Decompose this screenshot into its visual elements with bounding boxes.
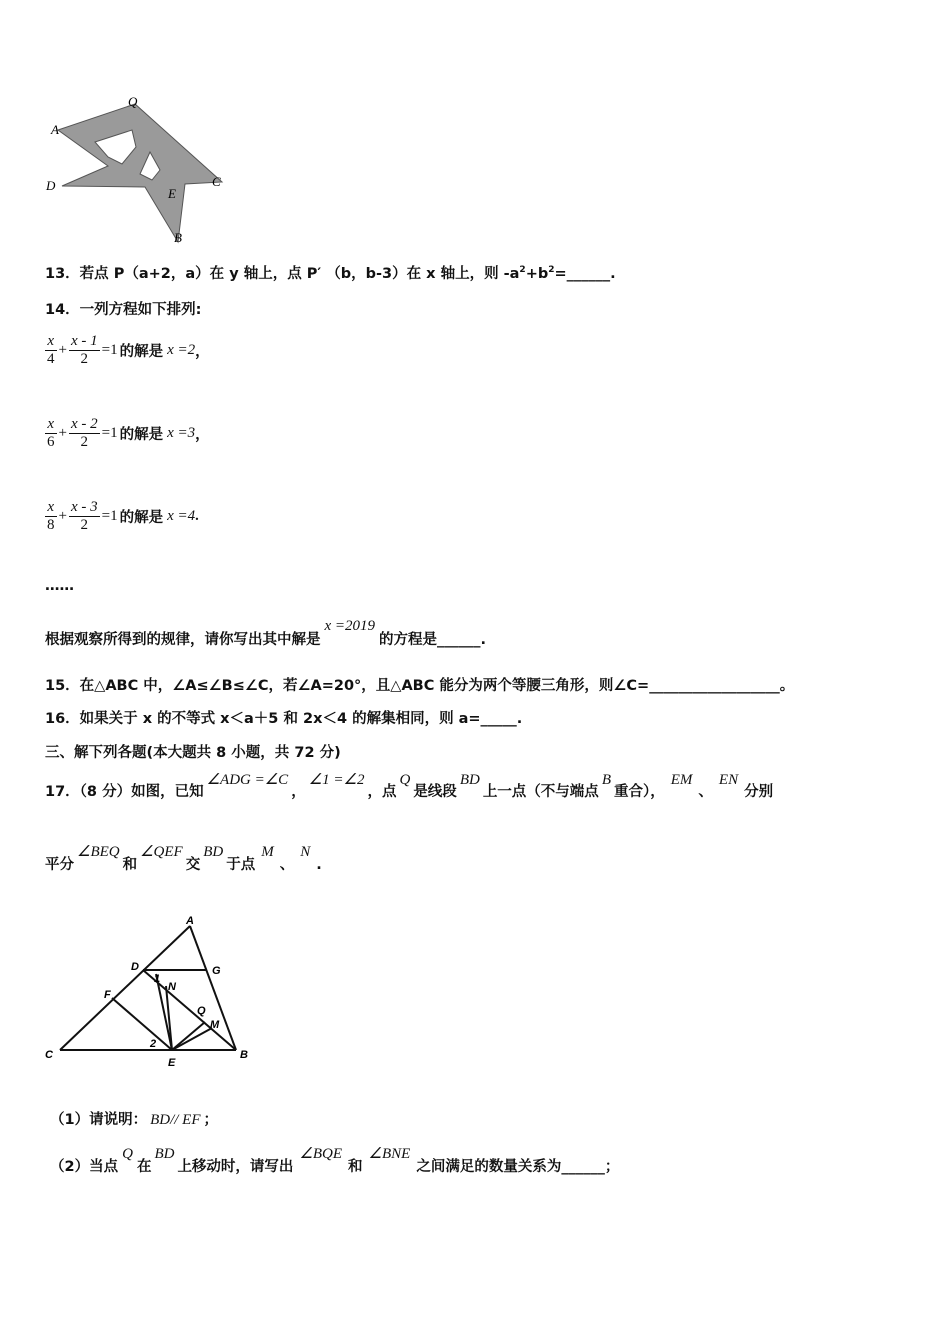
label-A: A — [51, 122, 59, 137]
eq1-sol: x =2 — [167, 342, 196, 358]
q17-l1-p8: 分别 — [744, 784, 774, 800]
q17-l2-p5: 、 — [279, 857, 295, 873]
label-B: B — [174, 230, 182, 245]
fig2-label-Q: Q — [197, 1005, 206, 1017]
equation-row-1 — [45, 333, 210, 368]
q17-s2-p1: （2）当点 — [50, 1159, 119, 1175]
question-17-line-1 — [45, 768, 774, 800]
eq1-den2: 2 — [80, 351, 89, 367]
segment-EM — [172, 1028, 212, 1050]
eq2-den1: 6 — [47, 434, 55, 450]
q17-l2-p1: 平分 — [45, 857, 74, 873]
q17-s1-p2: ； — [203, 1112, 218, 1128]
q13-exp-b: 2 — [548, 265, 555, 276]
q17-l1-m4: BD — [459, 772, 480, 788]
eq3-sol: x =4 — [167, 508, 196, 524]
segment-EQ — [172, 1022, 205, 1050]
question-17-part-1 — [50, 1108, 218, 1129]
eq1-num1: x — [45, 333, 57, 351]
ellipsis: …… — [45, 578, 74, 594]
q17-l1-m2: ∠1 =∠2 — [308, 772, 365, 788]
q17-s2-p5: 之间满足的数量关系为______； — [416, 1159, 620, 1175]
geometry-figure-1 — [40, 92, 240, 252]
eq2-text: 的解是 — [119, 427, 164, 443]
question-16: 16．如果关于 x 的不等式 x＜a＋5 和 2x＜4 的解集相同，则 a=_____. — [45, 711, 523, 727]
q17-l1-p1: 17．（8 分）如图，已知 — [45, 784, 204, 800]
q17-l1-p7: 、 — [698, 784, 713, 800]
q17-l1-m7: EN — [718, 772, 739, 788]
q13-mid: +b — [525, 266, 549, 282]
fig2-label-B: B — [240, 1049, 248, 1061]
eq2-end: ， — [195, 427, 210, 443]
q17-l1-p4: 是线段 — [413, 784, 457, 800]
eq2-plus: + — [58, 425, 67, 441]
fig2-label-M: M — [210, 1019, 220, 1031]
fig2-label-E: E — [168, 1057, 176, 1069]
fig2-label-G: G — [212, 965, 221, 977]
q17-l2-p6: . — [316, 857, 322, 873]
label-E: E — [168, 186, 176, 201]
q17-l1-m1: ∠ADG =∠C — [206, 772, 289, 788]
q17-l1-m5: B — [601, 772, 611, 788]
q17-l2-p4: 于点 — [226, 857, 256, 873]
label-D: D — [46, 178, 56, 193]
q17-s2-m1: Q — [122, 1146, 133, 1162]
q17-s1-m1: BD// EF — [150, 1112, 201, 1128]
fig2-label-F: F — [104, 989, 111, 1001]
q14-rule-suffix: 的方程是______. — [379, 632, 487, 648]
q17-l2-p2: 和 — [122, 857, 138, 873]
q17-l2-m5: N — [300, 844, 311, 860]
fig2-label-C: C — [45, 1049, 53, 1061]
q17-l2-m1: ∠BEQ — [77, 844, 120, 860]
fig2-label-N: N — [168, 981, 176, 993]
q17-l1-p6: 重合）， — [613, 784, 665, 800]
q17-s1-p1: （1）请说明： — [50, 1112, 148, 1128]
q17-l2-m2: ∠QEF — [140, 844, 183, 860]
q17-l1-p5: 上一点（不与端点 — [482, 784, 599, 800]
q14-rule-line — [45, 614, 487, 648]
question-17-part-2 — [50, 1142, 620, 1175]
equation-row-2 — [45, 416, 210, 451]
eq1-text: 的解是 — [119, 344, 164, 360]
eq3-end: . — [195, 508, 199, 524]
eq1-plus: + — [58, 342, 67, 358]
q17-l2-m4: M — [261, 844, 274, 860]
q17-l2-m3: BD — [203, 844, 224, 860]
question-14-intro: 14．一列方程如下排列: — [45, 302, 202, 318]
eq1-den1: 4 — [47, 351, 55, 367]
q17-s2-p2: 在 — [136, 1159, 152, 1175]
question-15: 15．在△ABC 中，∠A≤∠B≤∠C，若∠A=20°，且△ABC 能分为两个等腰三角形，则∠C=__________________。 — [45, 678, 795, 694]
eq2-num2: x - 2 — [70, 416, 98, 432]
section-3-heading: 三、解下列各题(本大题共 8 小题，共 72 分) — [45, 745, 341, 761]
fig2-label-D: D — [131, 961, 139, 973]
eq1-rhs: =1 — [101, 342, 118, 358]
eq3-rhs: =1 — [101, 508, 118, 524]
geometry-figure-2 — [40, 910, 260, 1075]
question-13 — [45, 262, 616, 283]
eq1-end: ， — [195, 344, 210, 360]
q17-s2-m2: BD — [154, 1146, 175, 1162]
q17-l1-p3: ，点 — [367, 784, 397, 800]
eq3-den1: 8 — [47, 517, 55, 533]
q13-exp-a: 2 — [519, 265, 526, 276]
q14-rule-math: x =2019 — [324, 618, 376, 634]
fig2-label-A: A — [186, 915, 194, 927]
label-C: C — [212, 174, 221, 189]
q13-prefix: 13．若点 P（a+2，a）在 y 轴上，点 P′ （b，b-3）在 x 轴上，则 -a — [45, 266, 520, 282]
eq2-rhs: =1 — [101, 425, 118, 441]
q17-l2-p3: 交 — [185, 857, 201, 873]
eq1-num2: x - 1 — [70, 333, 98, 349]
eq3-num2: x - 3 — [70, 499, 98, 515]
q17-l1-m6: EM — [670, 772, 693, 788]
eq3-den2: 2 — [80, 517, 89, 533]
fig2-label-one: 1 — [154, 973, 161, 985]
q17-l1-p2: ， — [291, 784, 306, 800]
q14-rule-prefix: 根据观察所得到的规律，请你写出其中解是 — [45, 632, 321, 648]
fig2-label-two: 2 — [150, 1038, 157, 1050]
eq2-num1: x — [45, 416, 57, 434]
q17-s2-m4: ∠BNE — [368, 1146, 411, 1162]
q17-s2-p3: 上移动时，请写出 — [177, 1159, 294, 1175]
eq2-sol: x =3 — [167, 425, 196, 441]
eq3-text: 的解是 — [119, 510, 164, 526]
q17-s2-p4: 和 — [348, 1159, 363, 1175]
label-Q: Q — [128, 94, 138, 109]
question-17-line-2 — [45, 840, 322, 873]
eq3-num1: x — [45, 499, 57, 517]
q17-l1-m3: Q — [399, 772, 411, 788]
eq2-den2: 2 — [80, 434, 89, 450]
eq3-plus: + — [58, 508, 67, 524]
equation-row-3 — [45, 499, 199, 534]
q13-suffix: =______. — [554, 266, 616, 282]
q17-s2-m3: ∠BQE — [299, 1146, 343, 1162]
